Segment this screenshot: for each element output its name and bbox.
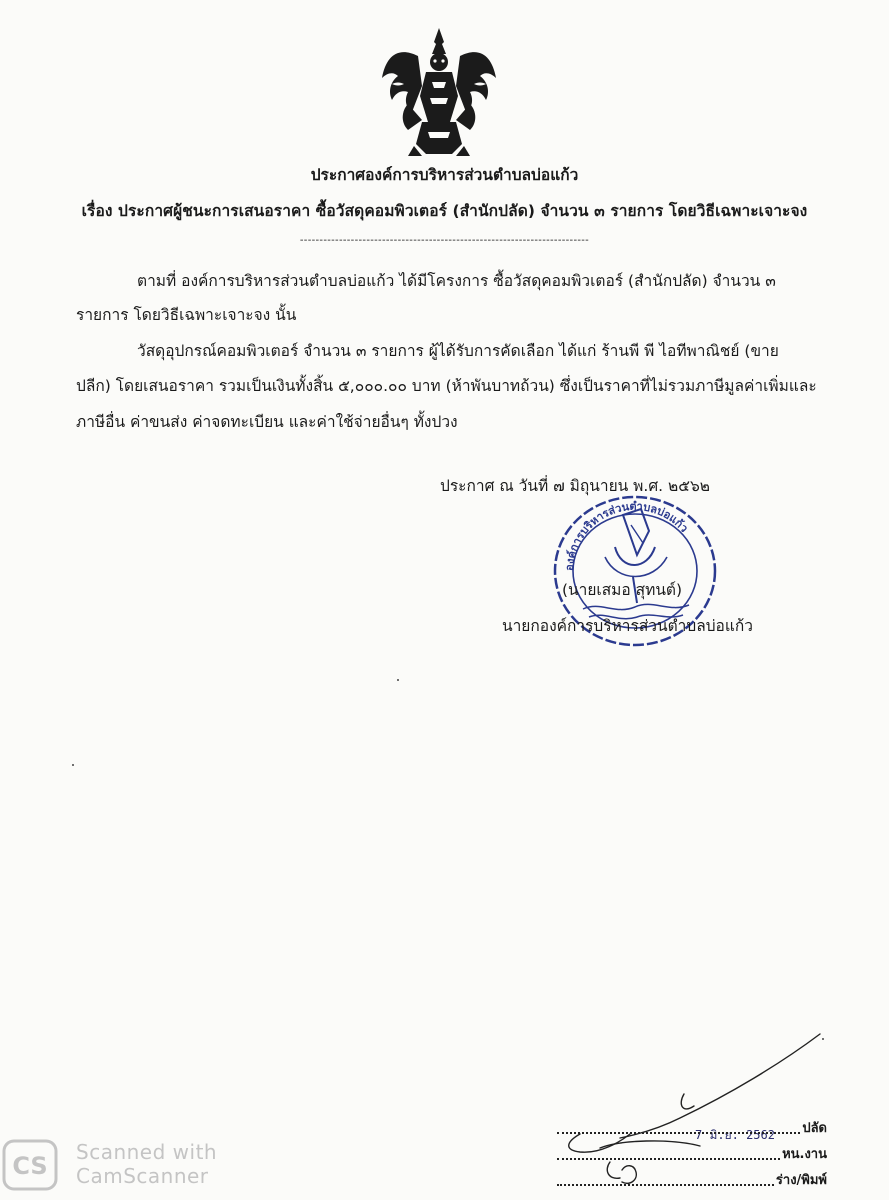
scan-speck <box>397 679 399 681</box>
routing-dots <box>557 1157 780 1160</box>
routing-row <box>537 1138 827 1164</box>
routing-slip <box>537 1112 827 1190</box>
routing-row <box>537 1164 827 1190</box>
announcement-title: ประกาศองค์การบริหารส่วนตำบลบ่อแก้ว <box>310 166 579 184</box>
body-line-1: ตามที่ องค์การบริหารส่วนตำบลบ่อแก้ว ได้มีโครงการ ซื้อวัสดุคอมพิวเตอร์ (สำนักปลัด) จำนวน ๓ <box>137 272 776 290</box>
separator-line: -------------------------------------------------------------------------- <box>299 235 590 246</box>
routing-row <box>537 1112 827 1138</box>
body-line-4: ปลีก) โดยเสนอราคา รวมเป็นเงินทั้งสิ้น ๕,๐๐๐.๐๐ บาท (ห้าพันบาทถ้วน) ซึ่งเป็นราคาที่ไม่รวมภาษีมูลค่าเพิ่มและ <box>76 377 817 395</box>
camscanner-logo-text: CS <box>12 1152 48 1180</box>
routing-dots <box>557 1183 774 1186</box>
watermark-text <box>76 1140 217 1188</box>
camscanner-logo-icon <box>2 1139 58 1191</box>
announce-date: ประกาศ ณ วันที่ ๗ มิถุนายน พ.ศ. ๒๕๖๒ <box>440 477 711 495</box>
signer-position: นายกองค์การบริหารส่วนตำบลบ่อแก้ว <box>502 617 753 635</box>
scan-speck <box>72 764 74 766</box>
body-line-3: วัสดุอุปกรณ์คอมพิวเตอร์ จำนวน ๓ รายการ ผู้ได้รับการคัดเลือก ได้แก่ ร้านพี พี ไอทีพาณิชย์ (ขาย <box>137 342 779 360</box>
announcement-subject: เรื่อง ประกาศผู้ชนะการเสนอราคา ซื้อวัสดุคอมพิวเตอร์ (สำนักปลัด) จำนวน ๓ รายการ โดยวิธีเฉพาะเจาะจง <box>81 202 808 220</box>
routing-label: หน.งาน <box>782 1147 827 1162</box>
body-line-5: ภาษีอื่น ค่าขนส่ง ค่าจดทะเบียน และค่าใช้จ่ายอื่นๆ ทั้งปวง <box>76 413 458 431</box>
camscanner-watermark <box>0 1137 240 1193</box>
watermark-line-2: CamScanner <box>76 1164 209 1188</box>
body-line-2: รายการ โดยวิธีเฉพาะเจาะจง นั้น <box>76 306 297 324</box>
svg-text:องค์การบริหารส่วนตำบลบ่อแก้ว <box>563 500 691 571</box>
routing-label: ร่าง/พิมพ์ <box>775 1173 827 1188</box>
received-stamp-date: 7 มิ.ย. 2562 <box>695 1128 775 1142</box>
routing-dots <box>557 1131 800 1134</box>
seal-text: องค์การบริหารส่วนตำบลบ่อแก้ว <box>562 499 691 572</box>
signer-name: (นายเสมอ สุทนต์) <box>562 581 683 599</box>
watermark-line-1: Scanned with <box>76 1140 218 1164</box>
routing-label: ปลัด <box>802 1121 827 1136</box>
garuda-emblem-icon <box>378 26 500 158</box>
